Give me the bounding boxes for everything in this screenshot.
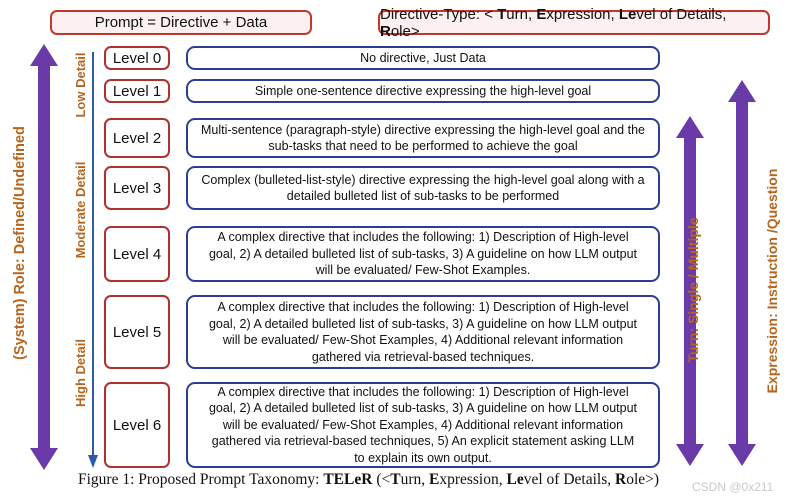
- level-4-box: [104, 226, 170, 282]
- level-5-description: [186, 295, 660, 369]
- level-2-box: [104, 118, 170, 158]
- expression-arrow: [728, 80, 756, 466]
- level-6-description: [186, 382, 660, 468]
- level-1-box: [104, 79, 170, 103]
- level-6-box: [104, 382, 170, 468]
- watermark: CSDN @0x211: [692, 480, 774, 494]
- description-text: Complex (bulleted-list-style) directive expressing the high-level goal along with a detailed bulleted list of sub-tasks to be performed: [201, 172, 645, 203]
- level-label: Level 0: [112, 49, 162, 67]
- figure-caption: Figure 1: Proposed Prompt Taxonomy: TELeR (<Turn, Expression, Level of Details, Role>): [78, 471, 660, 488]
- level-label: Level 1: [112, 82, 162, 100]
- detail-arrow: [88, 52, 98, 468]
- level-0-box: [104, 46, 170, 70]
- role-arrow: [30, 44, 58, 470]
- level-2-description: [186, 118, 660, 158]
- high-detail-label: High Detail: [73, 339, 88, 407]
- description-text: No directive, Just Data: [360, 50, 486, 65]
- description-text: A complex directive that includes the following: 1) Description of High-level goal, 2) A detailed bulleted list of sub-tasks, 3) A guideline on how LLM output will be evaluated/ Few-Shot Examples.: [208, 230, 638, 278]
- level-4-description: [186, 226, 660, 282]
- directive-type-text: Directive-Type: < Turn, Expression, Level of Details, Role>: [380, 5, 727, 40]
- level-label: Level 2: [112, 129, 162, 147]
- description-text: Multi-sentence (paragraph-style) directive expressing the high-level goal and the sub-tasks that need to be performed to achieve the goal: [201, 122, 645, 153]
- turn-label: Turn: Single / Multiple: [685, 217, 701, 363]
- level-label: Level 3: [112, 179, 162, 197]
- prompt-formula-text: Prompt = Directive + Data: [94, 14, 268, 31]
- description-text: A complex directive that includes the following: 1) Description of High-level goal, 2) A detailed bulleted list of sub-tasks, 3) A guideline on how LLM output will be evaluated/ Few-Shot Examples, 4) Additional relevant information gathered via retrieval-based techniques, 5) An explicit statement asking LLM to explain its own output.: [208, 384, 638, 465]
- level-label: Level 6: [112, 416, 162, 434]
- level-3-description: [186, 166, 660, 210]
- level-label: Level 4: [112, 245, 162, 263]
- level-1-description: [186, 79, 660, 103]
- level-3-box: [104, 166, 170, 210]
- expression-label: Expression: Instruction /Question: [764, 168, 780, 394]
- role-label: (System) Role: Defined/Undefined: [12, 126, 28, 360]
- level-0-description: [186, 46, 660, 70]
- description-text: Simple one-sentence directive expressing the high-level goal: [254, 83, 592, 98]
- level-label: Level 5: [112, 323, 162, 341]
- description-text: A complex directive that includes the following: 1) Description of High-level goal, 2) A detailed bulleted list of sub-tasks, 3) A guideline on how LLM output will be evaluated/ Few-Shot Examples, 4) Additional relevant information gathered via retrieval-based techniques.: [208, 300, 638, 364]
- level-5-box: [104, 295, 170, 369]
- moderate-detail-label: Moderate Detail: [73, 161, 88, 259]
- low-detail-label: Low Detail: [73, 52, 88, 118]
